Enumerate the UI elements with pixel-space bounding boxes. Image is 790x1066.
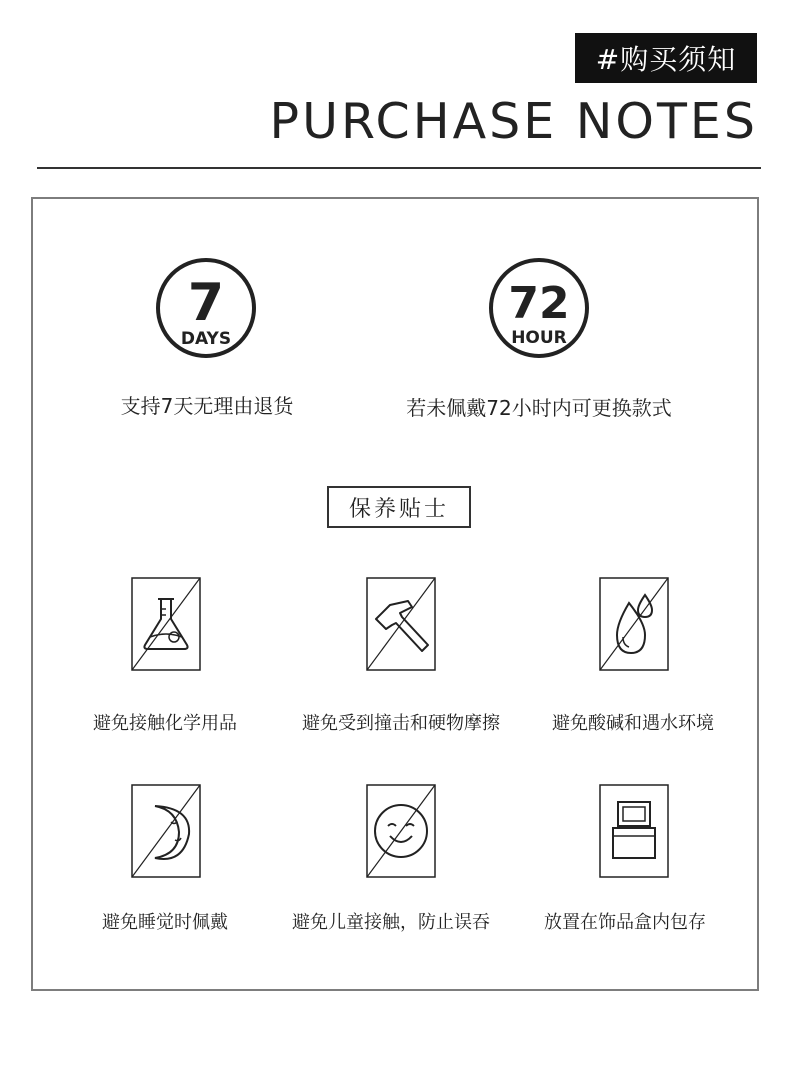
return-policy-text: 支持7天无理由退货 bbox=[120, 394, 294, 418]
tip-label: 避免受到撞击和硬物摩擦 bbox=[302, 713, 500, 734]
hour-badge-icon bbox=[487, 256, 591, 360]
water-drop-icon bbox=[599, 577, 669, 671]
smiley-face-icon bbox=[366, 784, 436, 878]
badge-unit: DAYS bbox=[180, 329, 232, 349]
badge-number: 7 bbox=[187, 273, 225, 333]
jewelry-box-icon bbox=[599, 784, 669, 878]
flask-icon bbox=[131, 577, 201, 671]
tip-label: 放置在饰品盒内包存 bbox=[544, 912, 706, 933]
tip-label: 避免儿童接触，防止误吞 bbox=[292, 912, 490, 933]
badge-number: 72 bbox=[508, 278, 570, 329]
exchange-policy-text: 若未佩戴72小时内可更换款式 bbox=[406, 396, 672, 420]
hammer-icon bbox=[366, 577, 436, 671]
section-tag: #购买须知 bbox=[575, 33, 757, 83]
care-tips-title: 保养贴士 bbox=[327, 486, 471, 528]
moon-icon bbox=[131, 784, 201, 878]
tip-label: 避免酸碱和遇水环境 bbox=[552, 713, 714, 734]
days-badge-icon bbox=[154, 256, 258, 360]
page-title: PURCHASE NOTES bbox=[269, 93, 758, 150]
tip-label: 避免睡觉时佩戴 bbox=[102, 912, 228, 933]
tip-label: 避免接触化学用品 bbox=[93, 713, 237, 734]
header-divider bbox=[37, 167, 761, 169]
badge-unit: HOUR bbox=[511, 328, 567, 348]
